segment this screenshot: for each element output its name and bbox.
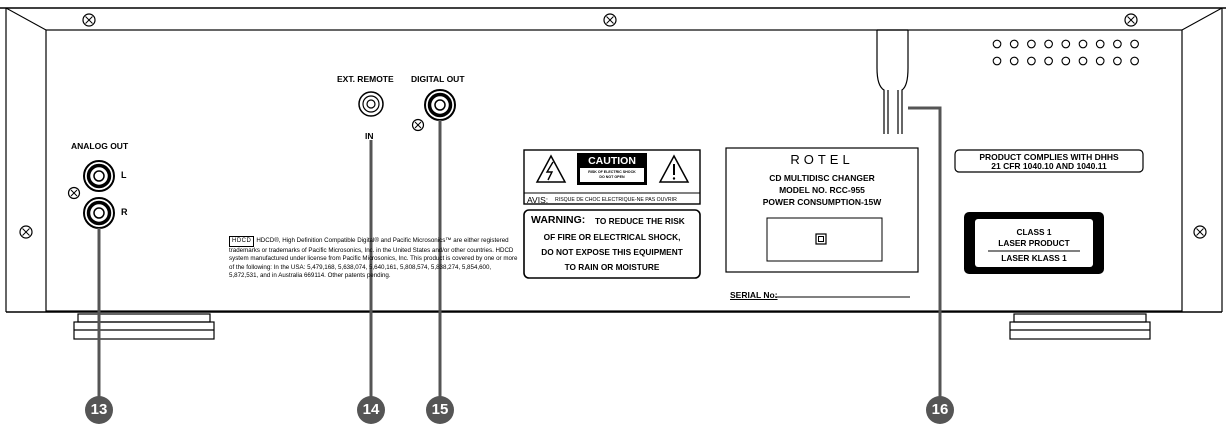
rca-jack-left (84, 161, 114, 191)
digital-out-jack (425, 90, 455, 120)
vent-hole (1096, 57, 1104, 65)
rating-plate-window (767, 218, 882, 261)
callout-badge-13: 13 (85, 396, 113, 424)
vent-hole (1028, 40, 1036, 48)
rotel-brand: ROTEL (790, 152, 854, 167)
digital-out-label: DIGITAL OUT (411, 74, 465, 84)
top-bevel-right (1182, 8, 1222, 30)
ventilation-holes (993, 40, 1138, 65)
vent-hole (1062, 40, 1070, 48)
rca-jack-right (84, 198, 114, 228)
hdcd-notice (229, 236, 519, 281)
vent-hole (1079, 57, 1087, 65)
hdcd-logo: HDCD (229, 236, 254, 247)
screw-icon (1194, 226, 1206, 238)
ext-remote-jack (359, 92, 383, 116)
callout-badge-15: 15 (426, 396, 454, 424)
right-foot (1010, 314, 1150, 339)
caution-sub2: DO NOT OPEN (599, 175, 625, 179)
vent-hole (1045, 57, 1053, 65)
laser-line2: LASER PRODUCT (998, 238, 1070, 248)
vent-hole (1131, 57, 1139, 65)
analog-right-label: R (121, 207, 128, 217)
callout-badge-14: 14 (357, 396, 385, 424)
lightning-warning-icon (537, 156, 565, 182)
caution-sub1: RISK OF ELECTRIC SHOCK (588, 170, 636, 174)
power-cord (877, 30, 908, 134)
vent-hole (993, 57, 1001, 65)
screw-icon (413, 120, 424, 131)
screw-icon (604, 14, 616, 26)
avis-text: RISQUE DE CHOC ELECTRIQUE-NE PAS OUVRIR (555, 197, 677, 203)
analog-left-label: L (121, 170, 127, 180)
screw-icon (1125, 14, 1137, 26)
screw-icon (69, 188, 80, 199)
warning-line2: OF FIRE OR ELECTRICAL SHOCK, (543, 232, 681, 242)
laser-line3: LASER KLASS 1 (1001, 253, 1067, 263)
ext-remote-label: EXT. REMOTE (337, 74, 394, 84)
vent-hole (1010, 57, 1018, 65)
vent-hole (1028, 57, 1036, 65)
vent-hole (1062, 57, 1070, 65)
warning-line3: DO NOT EXPOSE THIS EQUIPMENT (541, 247, 683, 257)
dhhs-line1: PRODUCT COMPLIES WITH DHHS (979, 152, 1119, 162)
vent-hole (993, 40, 1001, 48)
ext-remote-in-label: IN (365, 131, 374, 141)
caution-title: CAUTION (588, 155, 636, 167)
top-bevel-left (6, 8, 46, 30)
vent-hole (1079, 40, 1087, 48)
vent-hole (1045, 40, 1053, 48)
vent-hole (1114, 57, 1122, 65)
avis-label: AVIS: (527, 195, 549, 205)
warning-line1: TO REDUCE THE RISK (595, 216, 685, 226)
analog-out-label: ANALOG OUT (71, 141, 129, 151)
serial-label: SERIAL No: (730, 290, 778, 300)
laser-line1: CLASS 1 (1016, 227, 1052, 237)
hdcd-notice-text: HDCD®, High Definition Compatible Digital® and Pacific Microsonics™ are either registered trademarks or trademarks of Pacific Microsonics, Inc. in the United States and/or other countries. HDCD system manufactured under license from Pacific Microsonics, Inc. This product is covered by one or more of the following: In the USA: 5,479,168, 5,638,074, 5,640,161, 5,808,574, 5,838,274, 5,854,600, 5,872,531, and in Australia 669114. Other patents pending. (229, 237, 518, 280)
vent-hole (1010, 40, 1018, 48)
callout-badge-16: 16 (926, 396, 954, 424)
double-insulation-icon (816, 234, 826, 244)
left-foot (74, 314, 214, 339)
vent-hole (1096, 40, 1104, 48)
screw-icon (83, 14, 95, 26)
warning-line4: TO RAIN OR MOISTURE (564, 262, 660, 272)
rating-line1: CD MULTIDISC CHANGER (769, 173, 875, 183)
screw-icon (20, 226, 32, 238)
vent-hole (1131, 40, 1139, 48)
dhhs-line2: 21 CFR 1040.10 AND 1040.11 (991, 161, 1107, 171)
rating-line2: MODEL NO. RCC-955 (779, 185, 865, 195)
vent-hole (1114, 40, 1122, 48)
rating-line3: POWER CONSUMPTION-15W (762, 197, 882, 207)
warning-label: WARNING: (531, 214, 586, 226)
